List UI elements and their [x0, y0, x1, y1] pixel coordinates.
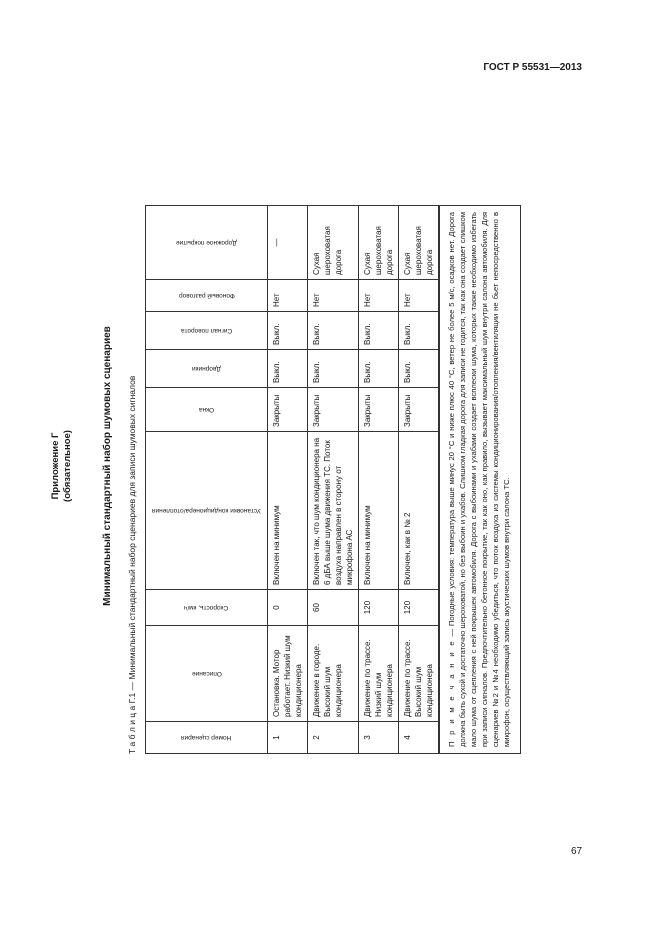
table-header-row	[146, 206, 268, 754]
note-label: П р и м е ч а н и е	[447, 639, 456, 747]
cell-road-surface: —	[268, 206, 308, 280]
cell-climate: Включен так, что шум кондиционера на 6 дБА выше шума движения ТС. Поток воздуха направлен в сторону от микрофона АС	[308, 432, 359, 590]
table-caption: Т а б л и ц а Г.1 — Минимальный стандартный набор сценариев для записи шумовых сигналов	[127, 375, 137, 754]
cell-turn-signal: Выкл.	[399, 312, 440, 350]
cell-climate: Включен на минимум	[268, 432, 308, 590]
cell-wipers: Выкл.	[399, 350, 440, 388]
cell-windows: Закрыты	[399, 388, 440, 432]
cell-road-surface: Сухая шероховатая дорога	[308, 206, 359, 280]
cell-climate: Включен, как в № 2	[399, 432, 440, 590]
cell-background-talk: Нет	[399, 280, 440, 312]
cell-climate: Включен на минимум	[359, 432, 399, 590]
cell-background-talk: Нет	[308, 280, 359, 312]
col-header-climate: Установки кондиционера/отопления	[146, 432, 268, 590]
cell-description: Остановка. Мотор работает. Низкий шум кондиционера	[268, 626, 308, 722]
cell-turn-signal: Выкл.	[359, 312, 399, 350]
appendix-status: (обязательное)	[62, 430, 73, 502]
standard-number: ГОСТ Р 55531—2013	[483, 62, 582, 73]
col-header-speed: Скорость, км/ч	[146, 590, 268, 626]
cell-wipers: Выкл.	[359, 350, 399, 388]
page-number: 67	[571, 846, 583, 857]
cell-wipers: Выкл.	[268, 350, 308, 388]
table-row	[308, 206, 359, 754]
cell-scenario: 4	[399, 722, 440, 754]
cell-windows: Закрыты	[359, 388, 399, 432]
scenario-table	[145, 205, 521, 754]
cell-background-talk: Нет	[359, 280, 399, 312]
cell-turn-signal: Выкл.	[308, 312, 359, 350]
cell-windows: Закрыты	[308, 388, 359, 432]
cell-turn-signal: Выкл.	[268, 312, 308, 350]
cell-road-surface: Сухая шероховатая дорога	[399, 206, 440, 280]
table-row	[399, 206, 440, 754]
rotated-content	[50, 106, 610, 826]
appendix-title: Приложение Г	[50, 432, 61, 500]
table-note	[439, 206, 521, 754]
cell-speed: 60	[308, 590, 359, 626]
col-header-description: Описание	[146, 626, 268, 722]
col-header-background-talk: Фоновый разговор	[146, 280, 268, 312]
cell-speed: 0	[268, 590, 308, 626]
col-header-turn-signal: Сигнал поворота	[146, 312, 268, 350]
col-header-scenario: Номер сценария	[146, 722, 268, 754]
table-row	[359, 206, 399, 754]
table-note-row	[439, 206, 521, 754]
cell-description: Движение по трассе. Высокий шум кондиционера	[399, 626, 440, 722]
cell-speed: 120	[359, 590, 399, 626]
cell-scenario: 3	[359, 722, 399, 754]
col-header-wipers: Дворники	[146, 350, 268, 388]
col-header-road-surface: Дорожное покрытие	[146, 206, 268, 280]
cell-background-talk: Нет	[268, 280, 308, 312]
table-row	[268, 206, 308, 754]
note-text: — Погодные условия: температура выше минус 20 °С и ниже плюс 40 °С, ветер не более 5 м/с, осадков нет. Дорога должна быть сухой и достаточно шероховатой, но без выбоин и ухабов. Слишком гладкая дорога для записи не годится, так как она создает слишком мало шума от сцепления с ней покрышек автомобиля. Дорога с выбоинами и ухабами создает всплески шума, которых также необходимо избегать при записи сигналов. Предпочтительно бетонное покрытие, так как оно, как правило, вызывает максимальный шум внутри салона автомобиля. Для сценариев №2 и №4 необходимо убедиться, что поток воздуха из системы кондиционирования/отопления/вентиляции не бьет непосредственно в микрофон, осуществляющий запись акустических шумов внутри салона ТС.	[447, 212, 511, 747]
section-title: Минимальный стандартный набор шумовых сценариев	[102, 326, 113, 606]
cell-scenario: 2	[308, 722, 359, 754]
cell-road-surface: Сухая шероховатая дорога	[359, 206, 399, 280]
col-header-windows: Окна	[146, 388, 268, 432]
cell-description: Движение по трассе. Низкий шум кондиционера	[359, 626, 399, 722]
cell-scenario: 1	[268, 722, 308, 754]
cell-wipers: Выкл.	[308, 350, 359, 388]
cell-windows: Закрыты	[268, 388, 308, 432]
cell-description: Движение в городе. Высокий шум кондиционера	[308, 626, 359, 722]
cell-speed: 120	[399, 590, 440, 626]
